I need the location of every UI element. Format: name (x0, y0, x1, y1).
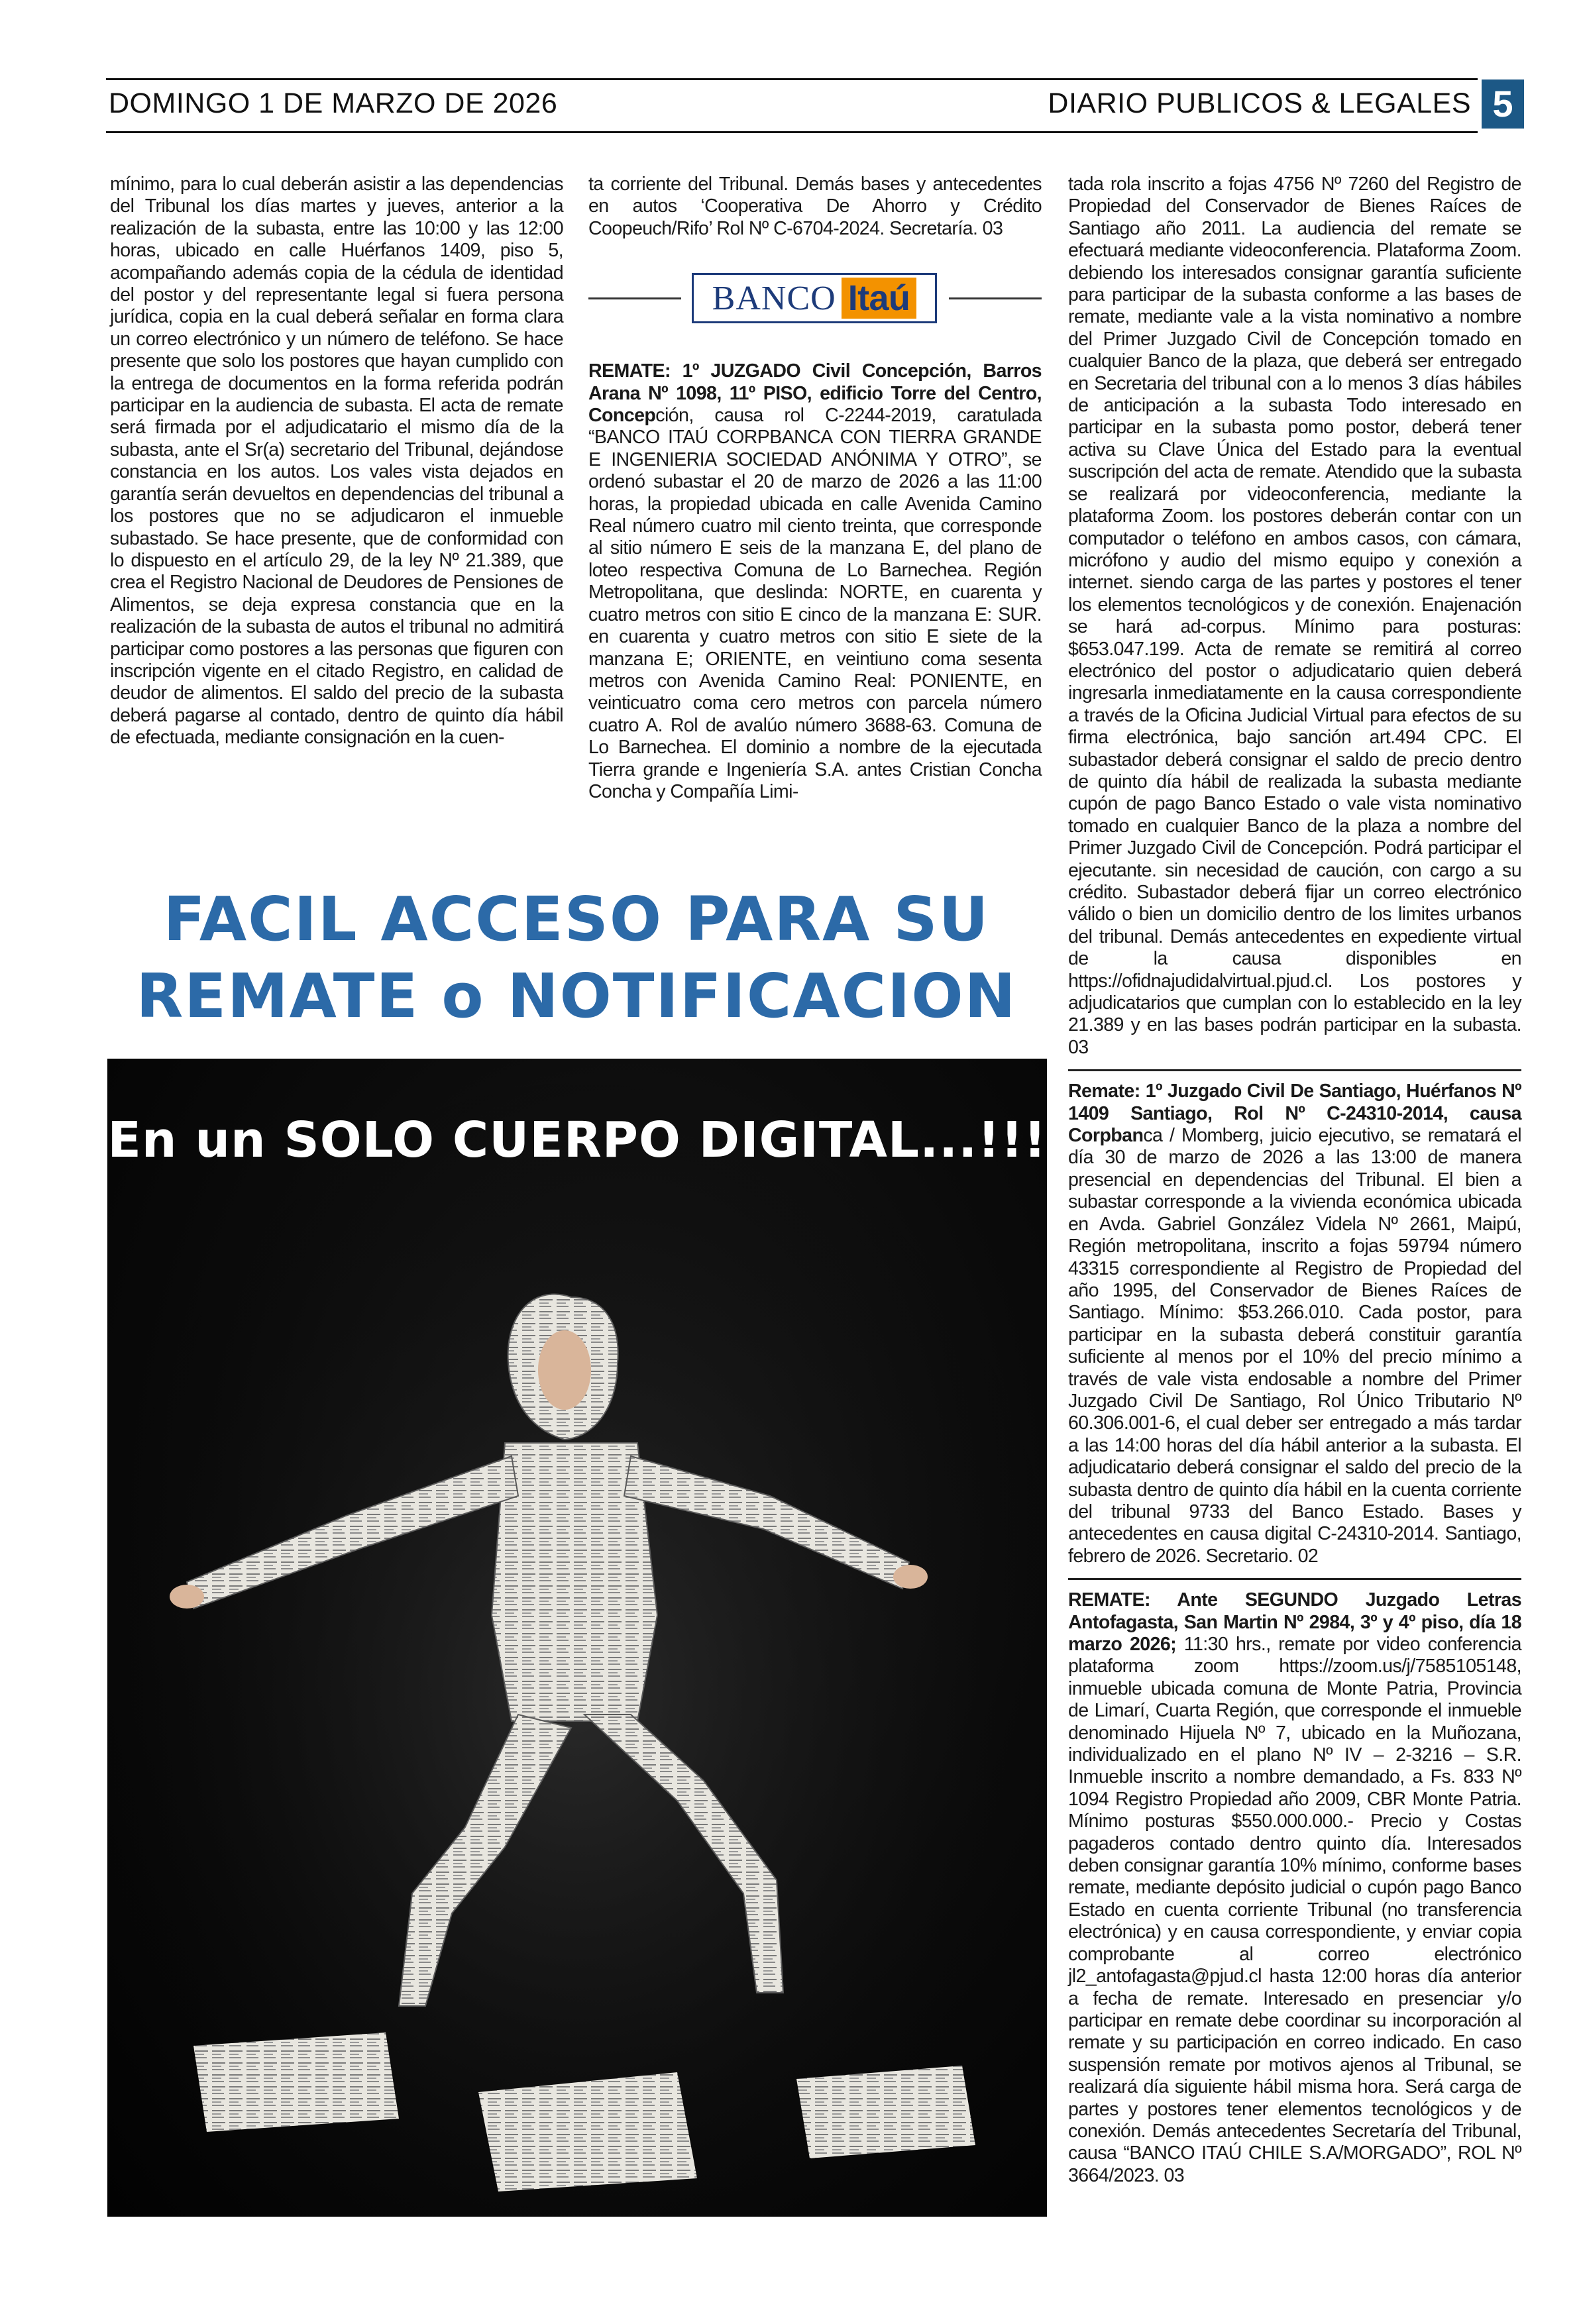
notice-separator (1068, 1069, 1521, 1071)
header-rule-bottom (106, 131, 1478, 133)
notice-santiago (1068, 1081, 1521, 1567)
logo-banco-text: BANCO (712, 279, 836, 317)
promo-title (106, 881, 1047, 1035)
banco-itau-logo (692, 273, 937, 323)
logo-rule-left (588, 297, 681, 299)
column-2-continued-text: ta corriente del Tribunal. Demás bases y antecedentes en autos ‘Cooperativa De Ahorro y Crédito Coopeuch/Rifo’ Rol Nº C-6704-2024. Secretaría. 03 (588, 174, 1042, 239)
notice-santiago-lead: Remate: 1º Juzgado Civil De Santiago, Huérfanos Nº 1409 Santiago, Rol Nº C-24310-2014, causa Corpban (1068, 1081, 1521, 1147)
notice-itau-lead: REMATE: 1º JUZGADO Civil Concepción, Barros Arana Nº 1098, 11º PISO, edificio Torre del Centro, Concep (588, 360, 1042, 427)
notice-itau-concepcion (588, 360, 1042, 803)
notice-santiago-body: ca / Momberg, juicio ejecutivo, se rematará el día 30 de marzo de 2026 a las 13:00 de manera presencial en dependencias del Tribunal. El bien a subastar corresponde a la vivienda económica ubicada en Avda. Gabriel González Videla Nº 2661, Maipú, Región metropolitana, inscrito a fojas 59794 número 43315 correspondiente al Registro de Propiedad del año 1995, del Conservador de Bienes Raíces de Santiago. Mínimo: $53.266.010. Cada postor, para participar en la subasta deberá constituir garantía suficiente al menos por el 10% del precio mínimo a través de vale vista endosable a nombre del Primer Juzgado Civil De Santiago, Rol Único Tributario Nº 60.306.001-6, el cual deber ser entregado a más tardar a las 14:00 horas del día hábil anterior a la subasta. El adjudicatario deberá consignar el saldo del precio de la subasta dentro de quinto día hábil en la cuenta corriente del tribunal 9733 del Banco Estado. Bases y antecedentes en causa digital C-24310-2014. Santiago, febrero de 2026. Secretario. 02 (1068, 1125, 1521, 1567)
promo-title-line1: FACIL ACCESO PARA SU (163, 884, 990, 955)
notice-antofagasta-body: 11:30 hrs., remate por video conferencia plataforma zoom https://zoom.us/j/7585105148, inmueble ubicada comuna de Monte Patria, Provincia de Limarí, Cuarta Región, que corresponde el inmueble denominado Hijuela Nº 7, ubicado en la Muñozana, individualizado en el plano Nº IV – 2-3216 – S.R. Inmueble inscrito a nombre demandado, a Fs. 833 Nº 1094 Registro Propiedad año 2009, CBR Monte Patria. Mínimo posturas $550.000.000.- Precio y Costas pagaderos contado dentro quinto día. Interesados deben consignar garantía 10% mínimo, conforme bases remate, mediante depósito judicial o cupón pago Banco Estado en cuenta corriente Tribunal (no transferencia electrónica) y en causa correspondiente, y enviar copia comprobante al correo electrónico jl2_antofagasta@pjud.cl hasta 12:00 horas día anterior a fecha de remate. Interesado en presenciar y/o participar en remate debe coordinar su incorporación al remate y su participación en correo indicado. En caso suspensión remate por motivos ajenos al Tribunal, se realizará día siguiente hábil misma hora. Será carga de partes y postores tener elementos tecnológicos y de conexión. Demás antecedentes Secretaría del Tribunal, causa “BANCO ITAÚ CHILE S.A/MORGADO”, ROL Nº 3664/2023. 03 (1068, 1634, 1521, 2186)
face (538, 1330, 591, 1410)
column-1-text: mínimo, para lo cual deberán asistir a las dependencias del Tribunal los días martes y jueves, anterior a la realización de la subasta, entre las 10:00 y las 12:00 horas, ubicado en calle Huérfanos 1409, piso 5, acompañando además copia de la cédula de identidad del postor y del representante legal si fuera persona jurídica, copia en la cual deberá señalar en forma clara un correo electrónico y un número de teléfono. Se hace presente que solo los postores que hayan cumplido con la entrega de documentos en la forma referida podrán participar en la audiencia de subasta. El acta de remate será firmada por el adjudicatario el mismo día de la subasta, ante el Sr(a) secretario del Tribunal, dejándose constancia en los autos. Los vales vista dejados en garantía serán devueltos en dependencias del tribunal a los postores que no se adjudicaron el inmueble subastado. Se hace presente, que de conformidad con lo dispuesto en el artículo 29, de la ley Nº 21.389, que crea el Registro Nacional de Deudores de Pensiones de Alimentos, se deja expresa constancia que en la realización de la subasta de autos el tribunal no admitirá participar como postores a las personas que figuren con inscripción vigente en el citado Registro, en calidad de deudor de alimentos. El saldo del precio de la subasta deberá pagarse al contado, dentro de quinto día hábil de efectuada, mediante consignación en la cuen- (110, 174, 563, 749)
logo-itau-text: Itaú (842, 278, 917, 319)
column-2 (588, 174, 1042, 803)
header-rule-top (106, 78, 1478, 80)
left-hand (170, 1585, 204, 1609)
notice-separator (1068, 1578, 1521, 1580)
floor-newspaper-left (193, 2033, 399, 2132)
banco-itau-logo-row (588, 249, 1042, 348)
logo-rule-right (949, 297, 1042, 299)
page-number: 5 (1482, 79, 1524, 129)
column-3-continued-text: tada rola inscrito a fojas 4756 Nº 7260 del Registro de Propiedad del Conservador de Bienes Raíces de Santiago año 2011. La audiencia del remate se efectuará mediante videoconferencia. Plataforma Zoom. debiendo los interesados consignar garantía suficiente para participar de la subasta conforme a las bases de remate, mediante vale a la vista nominativo a nombre del Primer Juzgado Civil de Concepción tomado en cualquier Banco de la plaza, que deberá ser entregado en Secretaria del tribunal con a lo menos 3 días hábiles de anticipación a la subasta Todo interesado en participar en la subasta pomo postor, deberá tener activa su Clave Única del Estado para la eventual suscripción del acta de remate. Atendido que la subasta se realizará por videoconferencia, mediante la plataforma Zoom. los postores deberán contar con un computador o teléfono en ambos casos, con cámara, micrófono y audio del mismo equipo y conexión a internet. siendo carga de las partes y postores el tener los elementos tecnológicos y de conexión. Enajenación se hará ad-corpus. Mínimo para posturas: $653.047.199. Acta de remate se remitirá al correo electrónico del postor o adjudicatario quien deberá ingresarla inmediatamente en la causa correspondiente a través de la Oficina Judicial Virtual para efectos de su firma electrónica, bajo sanción art.494 CPC. El subastador deberá consignar el saldo de precio dentro de quinto día hábil de realizada la subasta mediante cupón de pago Banco Estado o vale vista nominativo tomado en cualquier Banco de la plaza a nombre del Primer Juzgado Civil de Concepción. Podrá participar el ejecutante. sin necesidad de caución, con cargo a su crédito. Subastador deberá fijar un correo electrónico válido o bien un domicilio dentro de los limites urbanos del tribunal. Demás antecedentes en expediente virtual de la causa disponibles en https://ofidnajudidalvirtual.pjud.cl. Los postores y adjudicatarios que cumplan con lo establecido en la ley 21.389 y en las bases podrán participar en la subasta. 03 (1068, 174, 1521, 1058)
header-date: DOMINGO 1 DE MARZO DE 2026 (109, 87, 558, 119)
publication-name: DIARIO PUBLICOS & LEGALES (1048, 87, 1471, 119)
notice-antofagasta (1068, 1589, 1521, 2187)
column-3 (1068, 174, 1521, 2187)
notice-itau-body: ción, causa rol C-2244-2019, caratulada “BANCO ITAÚ CORPBANCA CON TIERRA GRANDE E INGENIERIA SOCIEDAD ANÓNIMA Y OTRO”, se ordenó subastar el 20 de marzo de 2026 a las 11:00 horas, la propiedad ubicada en calle Avenida Camino Real número cuatro mil ciento treinta, que corresponde al sitio número E seis de la manzana E, del plano de loteo respectiva Comuna de Lo Barnechea. Región Metropolitana, que deslinda: NORTE, en cuarenta y cuatro metros con sitio E cinco de la manzana E: SUR. en cuarenta y cuatro metros con sitio E siete de la manzana E; ORIENTE, en veintiuno coma sesenta metros con Avenida Camino Real: PONIENTE, en veinticuatro coma cero metros con parcela número cuatro A. Rol de avalúo número 3688-63. Comuna de Lo Barnechea. El dominio a nombre de la ejecutada Tierra grande e Ingeniería S.A. antes Cristian Concha Concha y Compañía Limi- (588, 405, 1042, 802)
page-header (106, 78, 1524, 134)
column-1 (110, 174, 563, 749)
newspaper-suit-figure (107, 1059, 1047, 2217)
floor-newspaper-right (796, 2066, 975, 2158)
promo-title-line2: REMATE o NOTIFICACION (136, 961, 1017, 1031)
floor-newspaper-center (478, 2072, 697, 2192)
right-hand (893, 1565, 928, 1589)
promo-slogan: En un SOLO CUERPO DIGITAL...!!! (107, 1112, 1047, 1169)
notice-antofagasta-lead: REMATE: Ante SEGUNDO Juzgado Letras Antofagasta, San Martin Nº 2984, 3º y 4º piso, día 18 marzo 2026; (1068, 1589, 1521, 1655)
promo-image (107, 1059, 1047, 2217)
